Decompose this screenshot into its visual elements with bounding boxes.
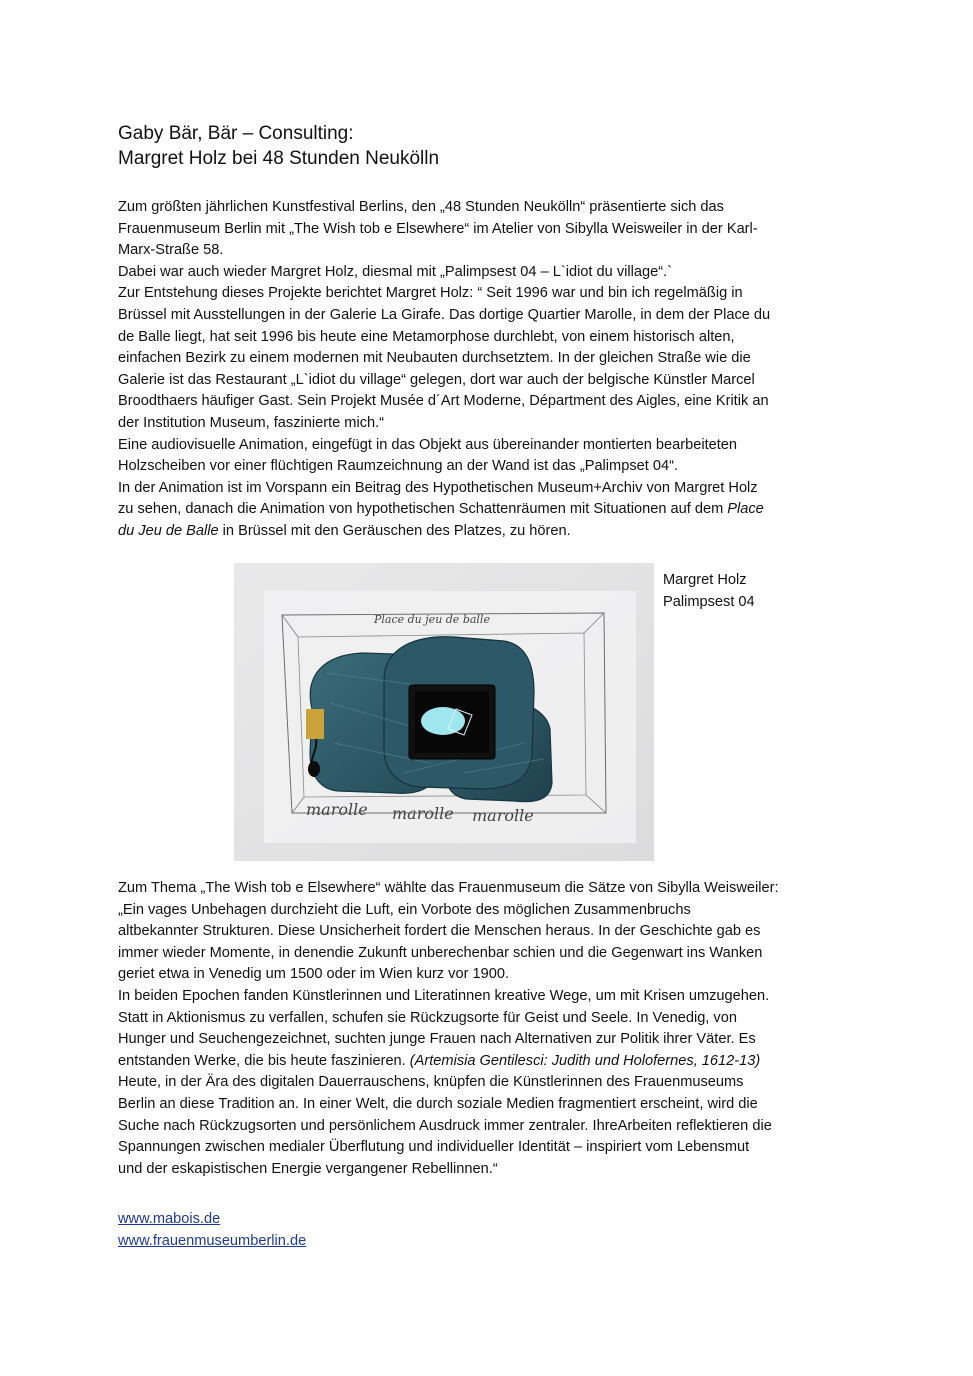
drawing-word-2: marolle xyxy=(392,804,454,823)
title-line-1: Gaby Bär, Bär – Consulting: xyxy=(118,123,354,144)
text-line: Holzscheiben vor einer flüchtigen Raumzeichnung an der Wand ist das „Palimpset 04“. xyxy=(118,458,678,475)
text-line: Suche nach Rückzugsorten und persönlichem Ausdruck immer zentraler. IhreArbeiten reflektieren die xyxy=(118,1117,772,1134)
drawing-title-handwriting: Place du jeu de balle xyxy=(374,613,490,626)
text-line: geriet etwa in Venedig um 1500 oder im Wien kurz vor 1900. xyxy=(118,966,510,983)
text-line: Spannungen zwischen medialer Überflutung und individueller Identität – inspiriert vom Lebensmut xyxy=(118,1139,750,1156)
text-line xyxy=(118,499,858,521)
text-line: Statt in Aktionismus zu verfallen, schufen sie Rückzugsorte für Geist und Seele. In Venedig, von xyxy=(118,1009,737,1026)
text-line: In beiden Epochen fanden Künstlerinnen und Literatinnen kreative Wege, um mit Krisen umzugehen. xyxy=(118,987,770,1004)
intro-paragraph xyxy=(118,197,858,543)
text-line: Zum Thema „The Wish tob e Elsewhere“ wählte das Frauenmuseum die Sätze von Sibylla Weisweiler: xyxy=(118,880,779,896)
text-line: Brüssel mit Ausstellungen in der Galerie La Girafe. Das dortige Quartier Marolle, in dem der Place du xyxy=(118,306,771,323)
text-line: und der eskapistischen Energie vergangener Rebellinnen.“ xyxy=(118,1160,498,1177)
text-line-start: zu sehen, danach die Animation von hypothetischen Schattenräumen mit Situationen auf dem xyxy=(118,501,724,518)
text-line: altbekannter Strukturen. Diese Unsicherheit fordert die Menschen heraus. In der Geschichte gab es xyxy=(118,923,761,940)
italic-place: Place xyxy=(727,501,764,518)
text-line: „Ein vages Unbehagen durchzieht die Luft, ein Vorbote des möglichen Zusammenbruchs xyxy=(118,901,691,918)
drawing-word-3: marolle xyxy=(472,806,534,825)
caption-artist: Margret Holz xyxy=(663,572,747,588)
drawing-word-1: marolle xyxy=(306,800,368,819)
text-line: Heute, in der Ära des digitalen Dauerrauschens, knüpfen die Künstlerinnen des Frauenmuseums xyxy=(118,1074,744,1091)
text-line: einfachen Bezirk zu einem modernen mit Neubauten durchsetztem. In der gleichen Straße wie die xyxy=(118,350,751,367)
page-title xyxy=(118,121,439,171)
text-line: der Institution Museum, faszinierte mich.“ xyxy=(118,414,385,431)
artwork-photo xyxy=(234,563,654,861)
italic-place-name: du Jeu de Balle xyxy=(118,522,219,539)
yellow-tape xyxy=(306,709,324,739)
link-mabois[interactable]: www.mabois.de xyxy=(118,1211,221,1227)
earphone xyxy=(308,761,320,777)
text-line: Zur Entstehung dieses Projekte berichtet Margret Holz: “ Seit 1996 war und bin ich regelmäßig in xyxy=(118,285,743,302)
screen-ellipse xyxy=(421,707,465,735)
caption-work: Palimpsest 04 xyxy=(663,593,755,610)
text-line: Broodthaers häufiger Gast. Sein Projekt Musée d´Art Moderne, Départment des Aigles, eine Kritik an xyxy=(118,393,769,410)
text-line: Hunger und Seuchengezeichnet, suchten junge Frauen nach Alternativen zur Politik ihrer Väter. Es xyxy=(118,1031,756,1048)
text-line: Frauenmuseum Berlin mit „The Wish tob e Elsewhere“ im Atelier von Sibylla Weisweiler in der Karl- xyxy=(118,220,758,237)
title-line-2: Margret Holz bei 48 Stunden Neukölln xyxy=(118,148,440,169)
text-line: Zum größten jährlichen Kunstfestival Berlins, den „48 Stunden Neukölln“ präsentierte sich das xyxy=(118,199,724,215)
text-line: In der Animation ist im Vorspann ein Beitrag des Hypothetischen Museum+Archiv von Margret Holz xyxy=(118,479,758,496)
text-line: Marx-Straße 58. xyxy=(118,242,224,259)
quote-paragraph xyxy=(118,878,858,1180)
text-line-start: entstanden Werke, die bis heute faszinieren. xyxy=(118,1052,410,1069)
link-frauenmuseum[interactable]: www.frauenmuseumberlin.de xyxy=(118,1233,307,1249)
text-line xyxy=(118,1051,858,1073)
text-line: de Balle liegt, hat seit 1996 bis heute eine Metamorphose durchlebt, von einem historisch alten, xyxy=(118,328,735,345)
text-line-rest: in Brüssel mit den Geräuschen des Platzes, zu hören. xyxy=(218,522,571,539)
text-line: Galerie ist das Restaurant „L`idiot du village“ gelegen, dort war auch der belgische Künstler Marcel xyxy=(118,371,755,388)
artwork-photo-svg xyxy=(234,563,654,861)
italic-artwork-reference: (Artemisia Gentilesci: Judith und Holofernes, 1612-13) xyxy=(409,1052,761,1069)
link-list xyxy=(118,1208,306,1252)
text-line: Dabei war auch wieder Margret Holz, diesmal mit „Palimpsest 04 – L`idiot du village“.` xyxy=(118,263,672,280)
text-line xyxy=(118,521,858,543)
text-line: Eine audiovisuelle Animation, eingefügt in das Objekt aus übereinander montierten bearbeiteten xyxy=(118,436,738,453)
figure-caption xyxy=(663,570,755,613)
text-line: immer wieder Momente, in denendie Zukunft unberechenbar schien und die Gegenwart ins Wanken xyxy=(118,944,763,961)
text-line: Berlin an diese Tradition an. In einer Welt, die durch soziale Medien fragmentiert erscheint, wird die xyxy=(118,1095,758,1112)
